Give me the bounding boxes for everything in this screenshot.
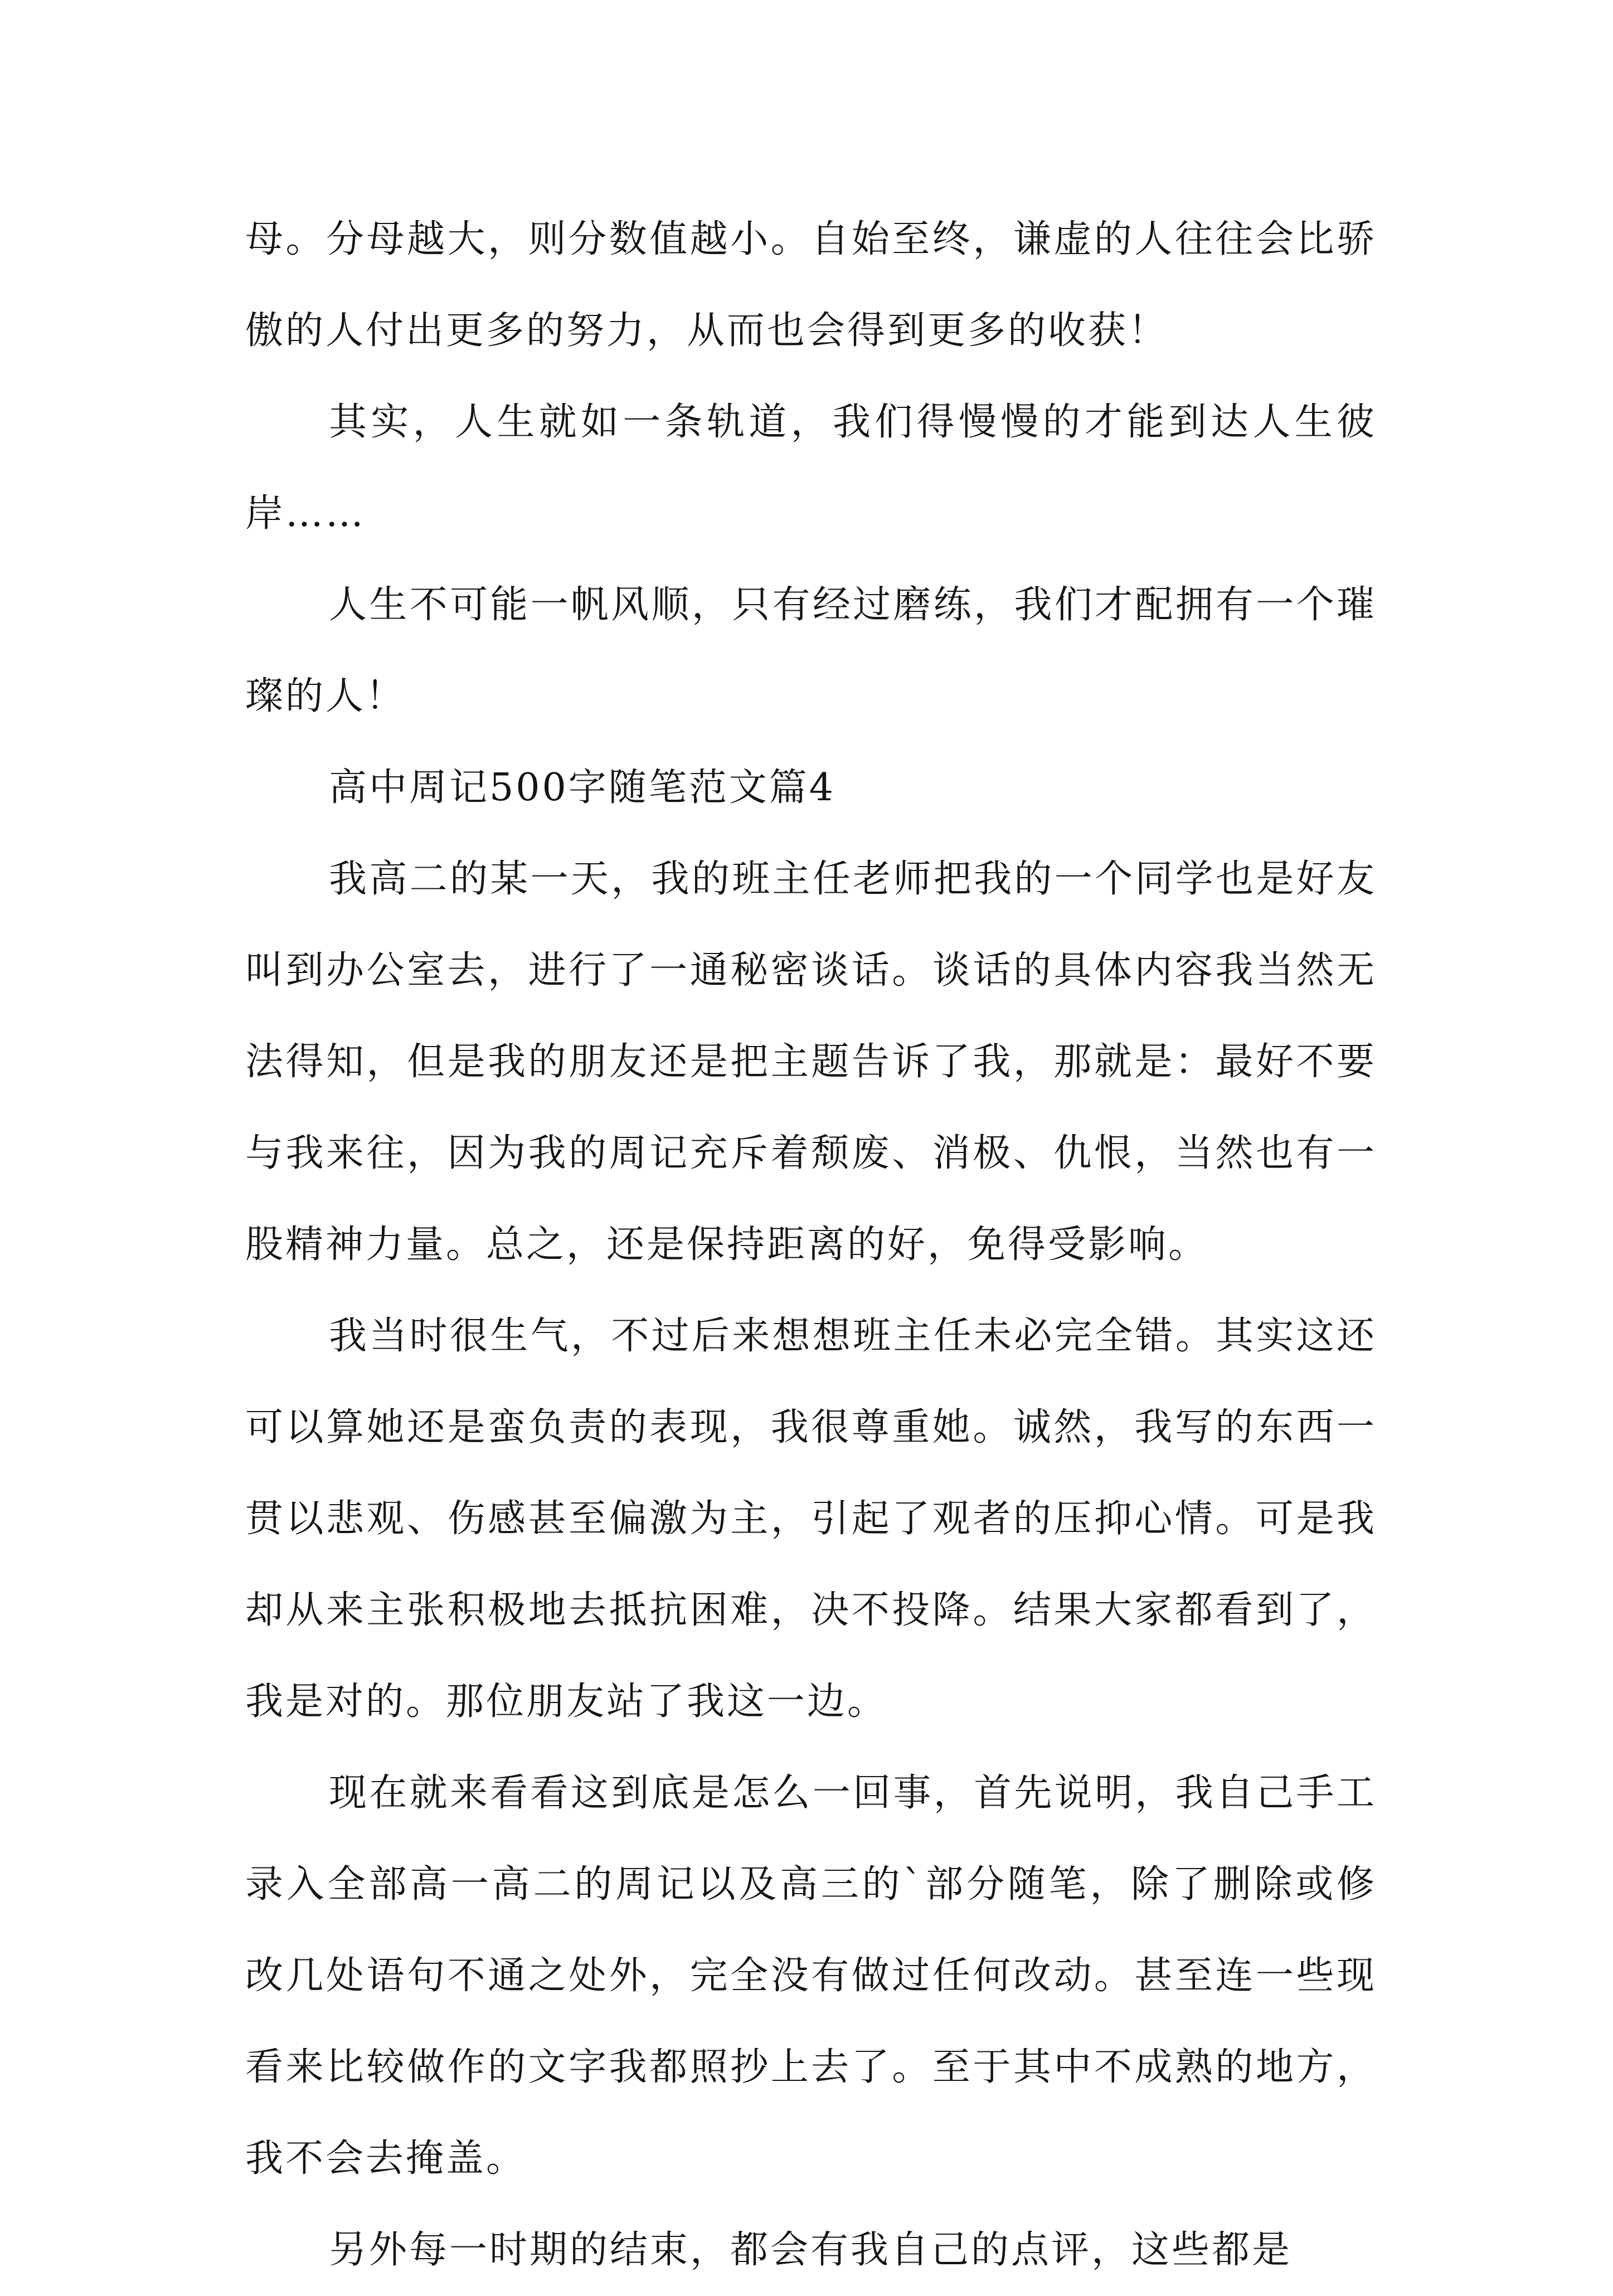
- section-heading: 高中周记500字随笔范文篇4: [329, 766, 836, 810]
- paragraph-1: 母。分母越大，则分数值越小。自始至终，谦虚的人往往会比骄傲的人付出更多的努力，从而也会得到更多的收获！: [245, 217, 1377, 353]
- paragraph-7: 现在就来看看这到底是怎么一回事，首先说明，我自己手工录入全部高一高二的周记以及高三的`部分随笔，除了删除或修改几处语句不通之处外，完全没有做过任何改动。甚至连一些现看来比较做作的文字我都照抄上去了。至于其中不成熟的地方，我不会去掩盖。: [245, 1771, 1377, 2181]
- paragraph-3: 人生不可能一帆风顺，只有经过磨练，我们才配拥有一个璀璨的人！: [245, 583, 1377, 718]
- paragraph-6: 我当时很生气，不过后来想想班主任未必完全错。其实这还可以算她还是蛮负责的表现，我很尊重她。诚然，我写的东西一贯以悲观、伤感甚至偏激为主，引起了观者的压抑心情。可是我却从来主张积极地去抵抗困难，决不投降。结果大家都看到了，我是对的。那位朋友站了我这一边。: [245, 1314, 1377, 1724]
- paragraph-8: 另外每一时期的结束，都会有我自己的点评，这些都是: [329, 2228, 1293, 2272]
- document-body: [245, 194, 1377, 2296]
- paragraph-2: 其实，人生就如一条轨道，我们得慢慢的才能到达人生彼岸……: [245, 400, 1377, 536]
- paragraph-5: 我高二的某一天，我的班主任老师把我的一个同学也是好友叫到办公室去，进行了一通秘密谈话。谈话的具体内容我当然无法得知，但是我的朋友还是把主题告诉了我，那就是：最好不要与我来往，因为我的周记充斥着颓废、消极、仇恨，当然也有一股精神力量。总之，还是保持距离的好，免得受影响。: [245, 857, 1377, 1267]
